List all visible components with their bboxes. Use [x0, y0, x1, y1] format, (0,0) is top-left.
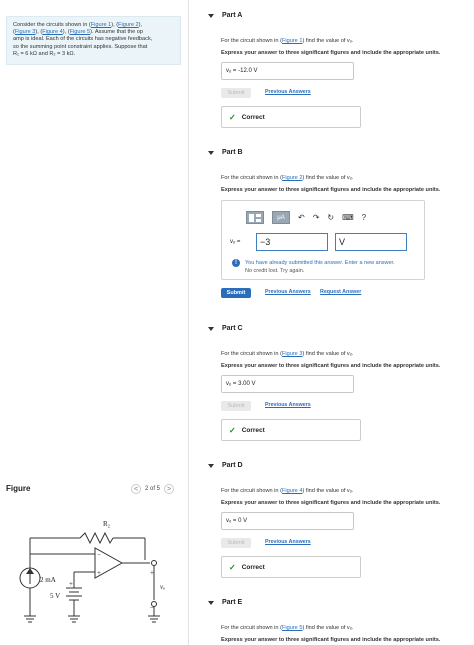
figure-4-link[interactable]: Figure 4 — [42, 29, 63, 36]
part-b-value-input[interactable]: −3 — [256, 233, 328, 251]
battery-label: 5 V — [50, 592, 61, 600]
circuit-diagram — [10, 512, 175, 630]
part-b-request-answer-link[interactable]: Request Answer — [320, 289, 362, 295]
right-panel — [189, 0, 474, 645]
figure-pager — [131, 484, 174, 494]
part-d-figure-link[interactable]: Figure 4 — [281, 488, 303, 494]
part-b-instruction: Express your answer to three significant figures and include the appropriate units. — [221, 187, 441, 193]
figure-5-link[interactable]: Figure 5 — [69, 29, 91, 36]
part-e-figure-link[interactable]: Figure 5 — [281, 625, 303, 631]
part-d-submit-button[interactable]: Submit — [221, 538, 251, 548]
part-a-instruction: Express your answer to three significant figures and include the appropriate units. — [221, 50, 441, 56]
vo-label: vₒ — [160, 583, 166, 591]
part-d-answer-box: vₒ = 0 V — [221, 512, 354, 530]
part-b-previous-answers-link[interactable]: Previous Answers — [265, 289, 311, 295]
template-button[interactable] — [246, 211, 264, 224]
check-icon: ✓ — [229, 562, 236, 572]
part-a-header[interactable]: Part A — [208, 12, 242, 19]
part-b-eq-label: vₒ = — [230, 239, 241, 245]
part-e-instruction: Express your answer to three significant figures and include the appropriate units. — [221, 637, 441, 643]
part-b-question: For the circuit shown in (Figure 2) find the value of vₒ. — [221, 175, 354, 181]
collapse-icon — [208, 14, 214, 18]
figure-3-link[interactable]: Figure 3 — [14, 29, 36, 36]
part-c-question: For the circuit shown in (Figure 3) find the value of vₒ. — [221, 351, 354, 357]
battery-plus: + — [69, 580, 73, 588]
reset-icon[interactable]: ↻ — [327, 213, 335, 222]
part-b-warning: ! You have already submitted this answer. Enter a new answer. No credit lost. Try again. — [232, 259, 395, 275]
info-icon: ! — [232, 259, 240, 267]
part-d-header[interactable]: Part D — [208, 462, 243, 469]
part-a-previous-answers-link[interactable]: Previous Answers — [265, 89, 311, 95]
redo-icon[interactable]: ↷ — [312, 213, 320, 222]
figure-1-link[interactable]: Figure 1 — [90, 22, 112, 28]
part-a-figure-link[interactable]: Figure 1 — [281, 38, 303, 44]
output-plus: + — [150, 569, 154, 577]
part-d-correct-badge: ✓ Correct — [221, 556, 361, 578]
noninverting-plus: + — [97, 569, 101, 577]
part-c-correct-badge: ✓ Correct — [221, 419, 361, 441]
part-c-figure-link[interactable]: Figure 3 — [281, 351, 303, 357]
check-icon: ✓ — [229, 425, 236, 435]
problem-statement: Consider the circuits shown in (Figure 1), (Figure 2), (Figure 3), (Figure 4), (Figure 5). Assume that the op amp is ideal. Each of the circuits has negative feedback, so the summing point constraint applies. Suppose that R₁ = 6 kΩ and R₂ = 3 kΩ. — [6, 16, 181, 65]
part-c-previous-answers-link[interactable]: Previous Answers — [265, 402, 311, 408]
collapse-icon — [208, 601, 214, 605]
next-figure-button[interactable]: > — [164, 484, 174, 494]
part-d-previous-answers-link[interactable]: Previous Answers — [265, 539, 311, 545]
units-button[interactable]: μA — [272, 211, 290, 224]
figure-page-indicator: 2 of 5 — [145, 486, 161, 492]
part-b-header[interactable]: Part B — [208, 149, 243, 156]
part-b-figure-link[interactable]: Figure 2 — [281, 175, 303, 181]
part-a-answer-box: vₒ = -12.0 V — [221, 62, 354, 80]
prev-figure-button[interactable]: < — [131, 484, 141, 494]
part-b-units-input[interactable]: V — [335, 233, 407, 251]
part-d-instruction: Express your answer to three significant figures and include the appropriate units. — [221, 500, 441, 506]
part-e-header[interactable]: Part E — [208, 599, 242, 606]
part-b-answer-editor — [221, 200, 425, 280]
math-toolbar — [246, 211, 366, 224]
source-label: 2 mA — [40, 576, 56, 584]
figure-title: Figure — [6, 484, 31, 493]
part-a-submit-button[interactable]: Submit — [221, 88, 251, 98]
part-b-submit-button[interactable]: Submit — [221, 288, 251, 298]
inverting-minus: − — [97, 551, 101, 559]
part-a-correct-badge: ✓ Correct — [221, 106, 361, 128]
part-c-instruction: Express your answer to three significant figures and include the appropriate units. — [221, 363, 441, 369]
part-c-header[interactable]: Part C — [208, 325, 243, 332]
part-c-submit-button[interactable]: Submit — [221, 401, 251, 411]
collapse-icon — [208, 327, 214, 331]
template-icon — [249, 214, 261, 222]
figure-2-link[interactable]: Figure 2 — [118, 22, 139, 28]
part-d-question: For the circuit shown in (Figure 4) find the value of vₒ. — [221, 488, 354, 494]
output-minus: − — [150, 604, 154, 612]
help-icon[interactable]: ? — [361, 213, 367, 222]
collapse-icon — [208, 151, 214, 155]
keyboard-icon[interactable]: ⌨ — [342, 213, 354, 222]
part-e-question: For the circuit shown in (Figure 5) find the value of vₒ. — [221, 625, 354, 631]
part-a-question: For the circuit shown in (Figure 1) find the value of vₒ. — [221, 38, 354, 44]
left-panel — [0, 0, 190, 645]
check-icon: ✓ — [229, 112, 236, 122]
part-c-answer-box: vₒ = 3.00 V — [221, 375, 354, 393]
r2-label: R₂ — [103, 520, 111, 528]
collapse-icon — [208, 464, 214, 468]
undo-icon[interactable]: ↶ — [298, 213, 305, 222]
